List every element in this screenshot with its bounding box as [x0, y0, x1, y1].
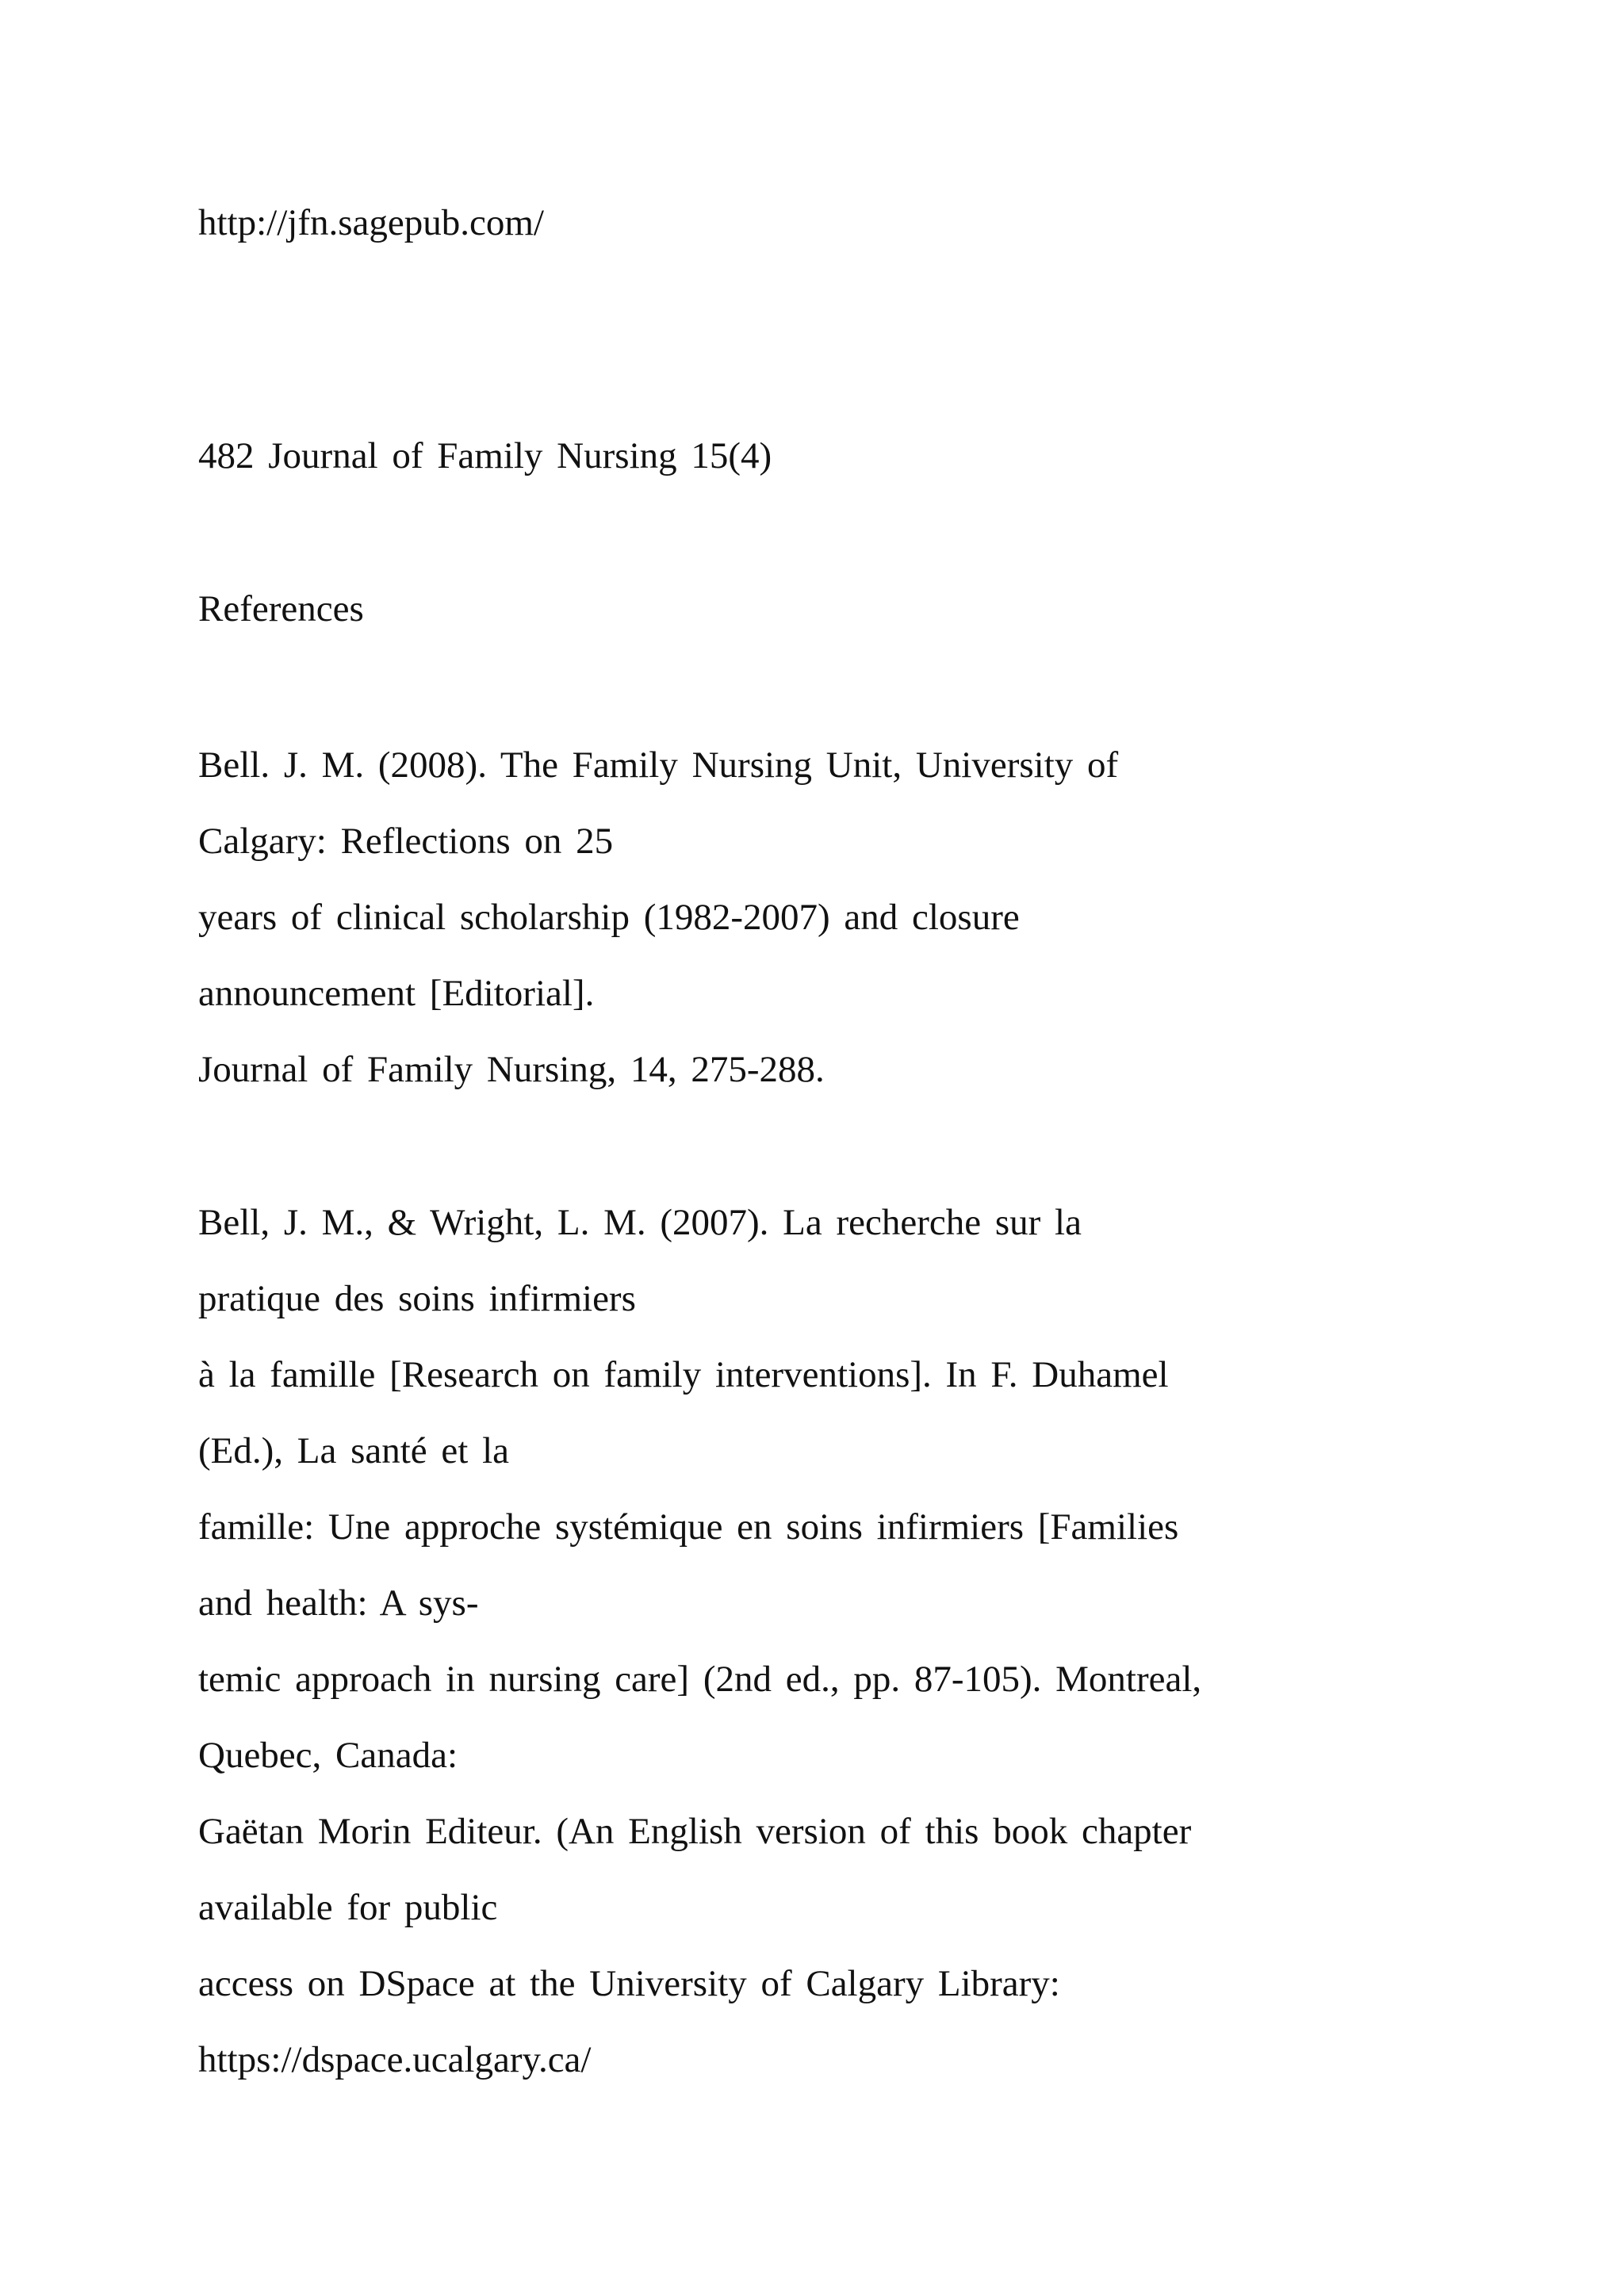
- reference-line: Gaëtan Morin Editeur. (An English version of this book chapter: [198, 1811, 1192, 1852]
- reference-line: temic approach in nursing care] (2nd ed., pp. 87-105). Montreal,: [198, 1659, 1202, 1700]
- reference-line: Bell, J. M., & Wright, L. M. (2007). La recherche sur la: [198, 1202, 1082, 1243]
- reference-line: famille: Une approche systémique en soins infirmiers [Families: [198, 1506, 1179, 1548]
- reference-line: https://dspace.ucalgary.ca/: [198, 2039, 592, 2080]
- journal-url: http://jfn.sagepub.com/: [198, 202, 544, 243]
- running-head: 482 Journal of Family Nursing 15(4): [198, 435, 772, 476]
- reference-line: Calgary: Reflections on 25: [198, 821, 614, 862]
- reference-line: pratique des soins infirmiers: [198, 1278, 636, 1319]
- reference-line: (Ed.), La santé et la: [198, 1430, 509, 1471]
- reference-line: Journal of Family Nursing, 14, 275-288.: [198, 1049, 825, 1090]
- reference-line: and health: A sys-: [198, 1582, 479, 1624]
- reference-line: Quebec, Canada:: [198, 1735, 458, 1776]
- reference-line: available for public: [198, 1887, 498, 1928]
- reference-line: years of clinical scholarship (1982-2007) and closure: [198, 897, 1020, 938]
- reference-line: announcement [Editorial].: [198, 973, 595, 1014]
- reference-line: access on DSpace at the University of Calgary Library:: [198, 1963, 1060, 2004]
- reference-line: à la famille [Research on family interventions]. In F. Duhamel: [198, 1354, 1169, 1395]
- section-heading: References: [198, 588, 364, 629]
- reference-line: Bell. J. M. (2008). The Family Nursing Unit, University of: [198, 744, 1119, 786]
